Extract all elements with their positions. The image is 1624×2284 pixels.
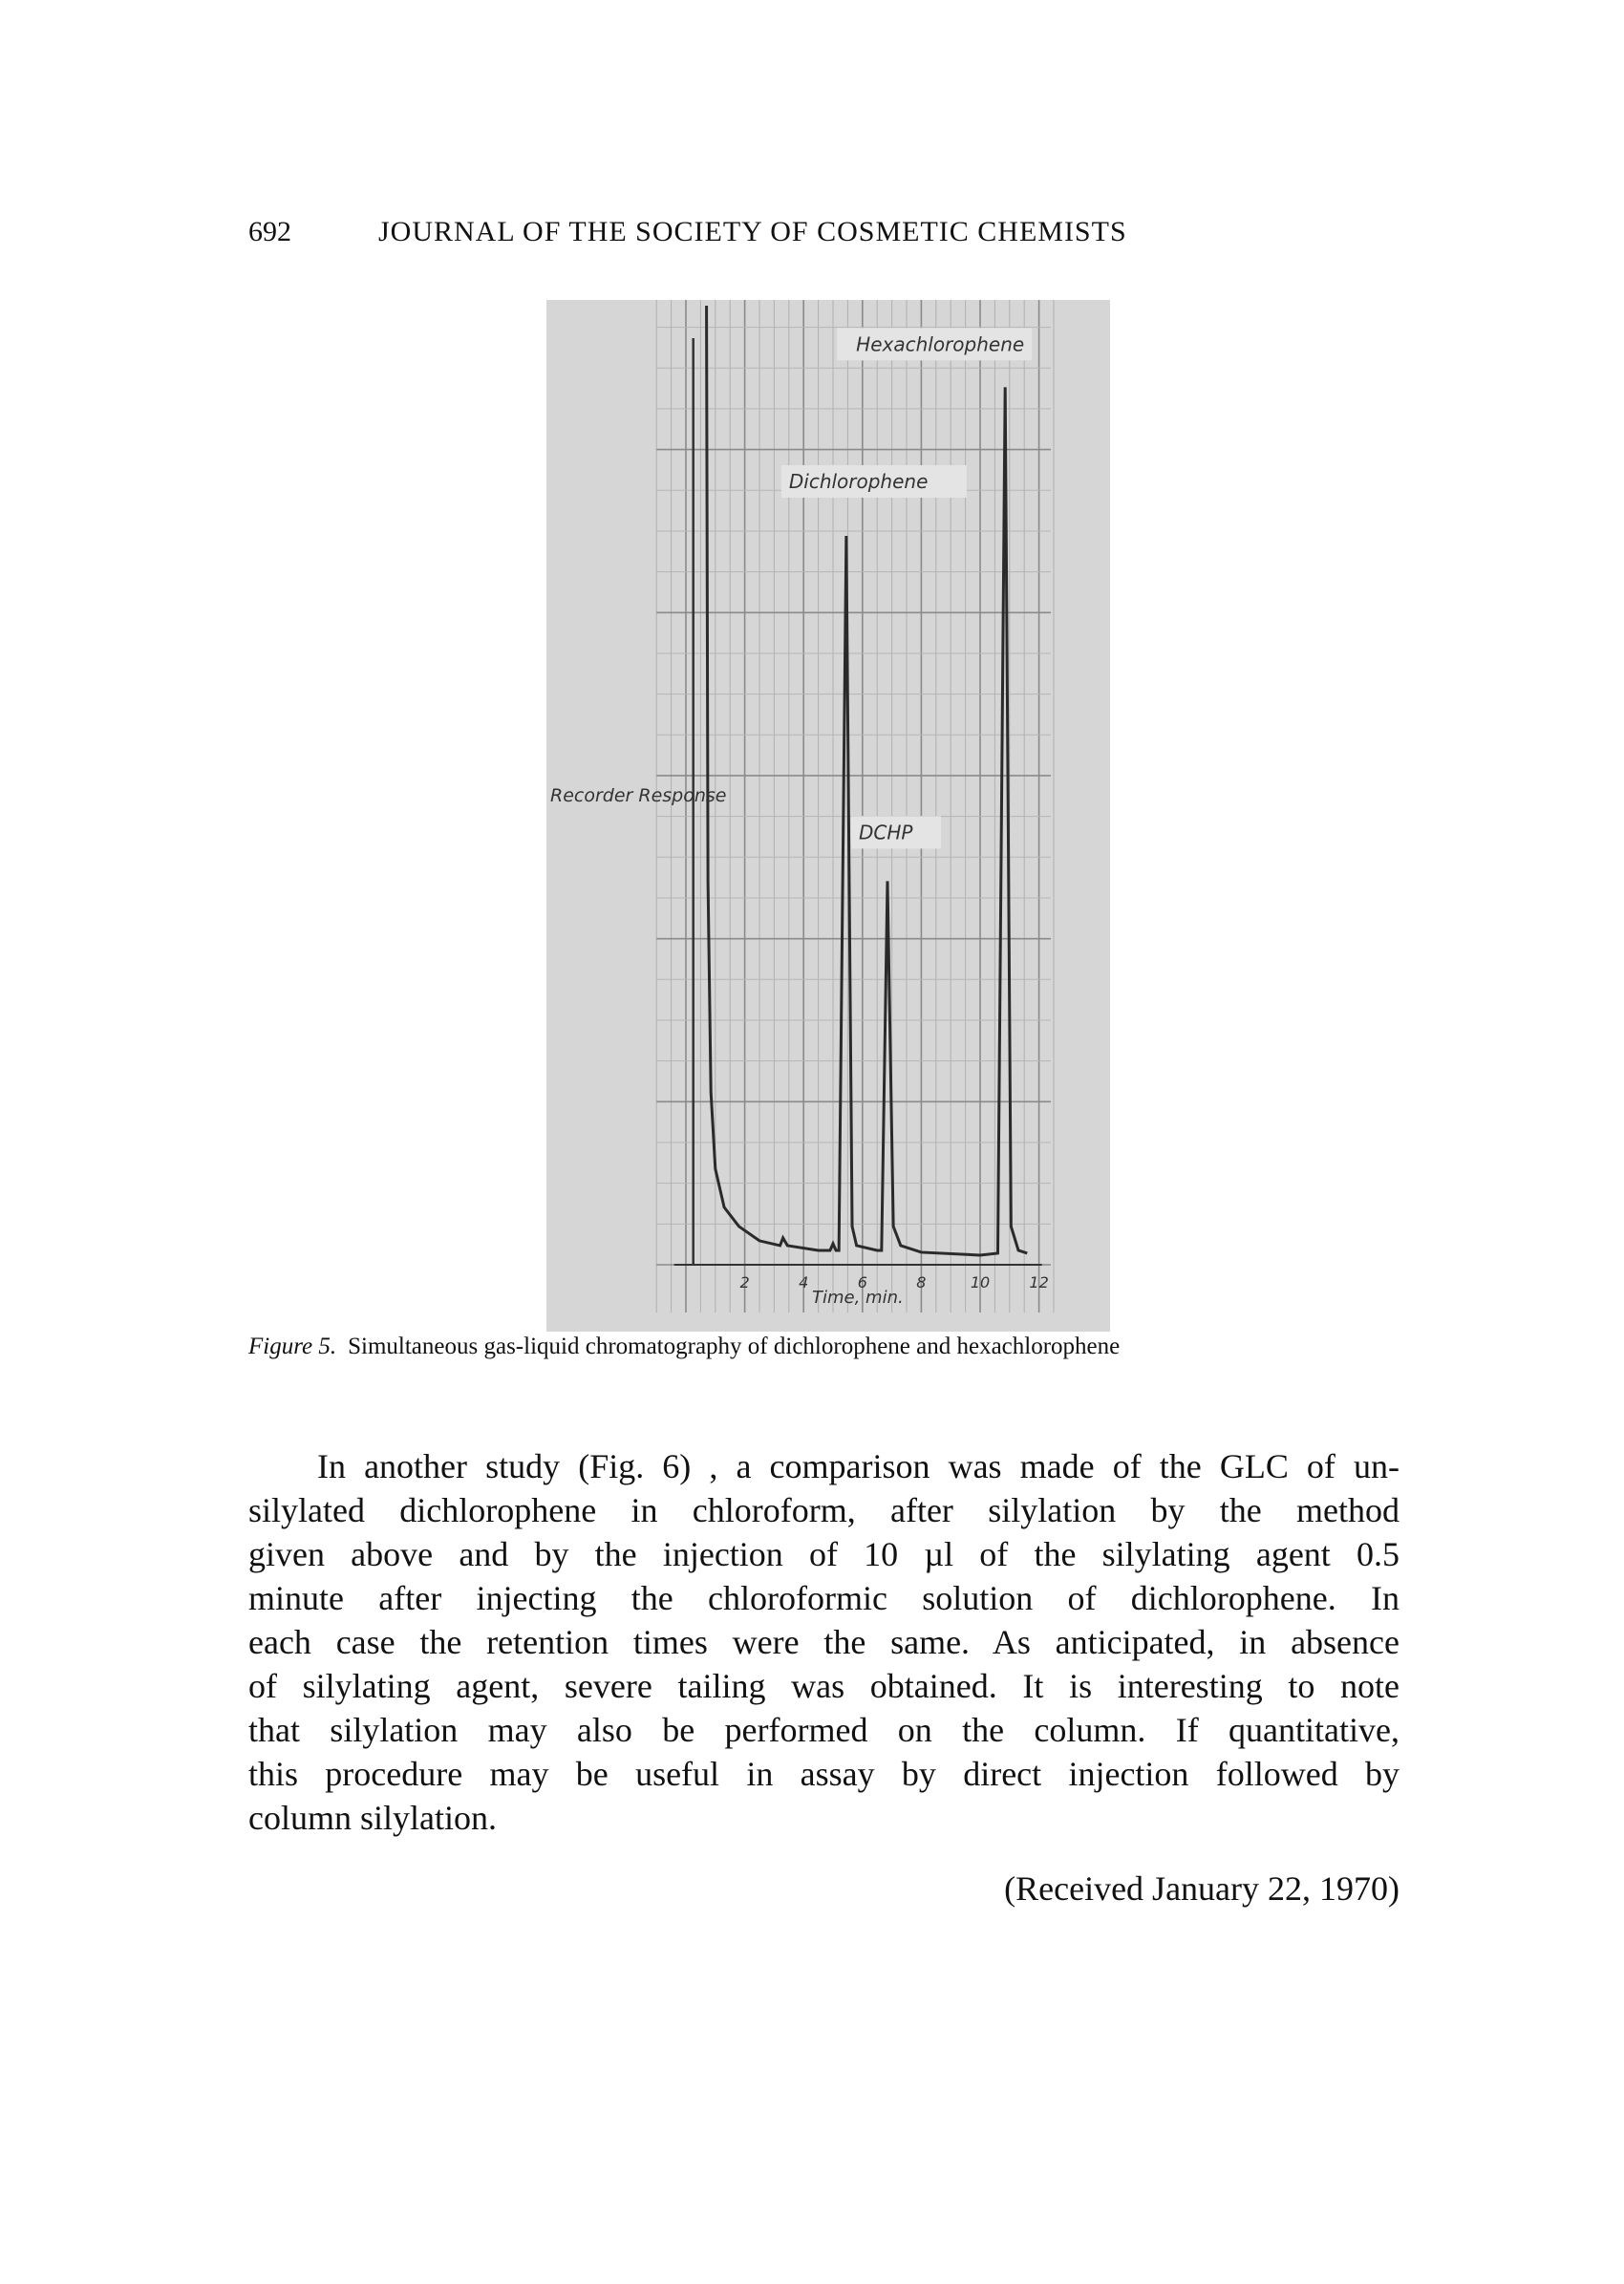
x-tick-label: 8 xyxy=(916,1273,927,1291)
peak-label: Dichlorophene xyxy=(788,469,929,493)
paragraph-line: minute after injecting the chloroformic solution of dichlorophene. In xyxy=(248,1579,1400,1617)
x-tick-label: 4 xyxy=(799,1273,809,1291)
chart-paper-background xyxy=(546,300,1110,1332)
figure-caption xyxy=(248,1334,1400,1360)
x-axis-label: Time, min. xyxy=(812,1288,904,1308)
chromatogram-chart xyxy=(546,300,1110,1332)
x-tick-label: 12 xyxy=(1029,1273,1049,1291)
x-tick-label: 10 xyxy=(970,1273,991,1291)
y-axis-label: Recorder Response xyxy=(550,785,727,806)
paragraph-line: that silylation may also be performed on the column. If quantitative, xyxy=(248,1711,1400,1749)
paragraph-line: given above and by the injection of 10 µl of the silylating agent 0.5 xyxy=(248,1535,1400,1573)
peak-label: Hexachlorophene xyxy=(856,332,1025,356)
body-paragraph xyxy=(248,1444,1400,1840)
x-tick-label: 6 xyxy=(857,1273,867,1291)
paragraph-line: of silylating agent, severe tailing was obtained. It is interesting to note xyxy=(248,1667,1400,1705)
received-date: (Received January 22, 1970) xyxy=(1004,1869,1400,1908)
paragraph-line: each case the retention times were the same. As anticipated, in absence xyxy=(248,1623,1400,1661)
paragraph-line: In another study (Fig. 6) , a comparison was made of the GLC of un- xyxy=(317,1447,1400,1485)
paragraph-line: this procedure may be useful in assay by direct injection followed by xyxy=(248,1755,1400,1793)
journal-title: JOURNAL OF THE SOCIETY OF COSMETIC CHEMISTS xyxy=(378,216,1127,247)
paragraph-line: silylated dichlorophene in chloroform, after silylation by the method xyxy=(248,1491,1400,1529)
page-number: 692 xyxy=(248,216,291,247)
paragraph-line: column silylation. xyxy=(248,1799,497,1837)
figure-label: Figure 5. xyxy=(248,1334,337,1359)
peak-label: DCHP xyxy=(858,821,913,844)
figure-caption-text: Simultaneous gas-liquid chromatography of dichlorophene and hexachlorophene xyxy=(348,1334,1121,1359)
x-tick-label: 2 xyxy=(739,1273,750,1291)
